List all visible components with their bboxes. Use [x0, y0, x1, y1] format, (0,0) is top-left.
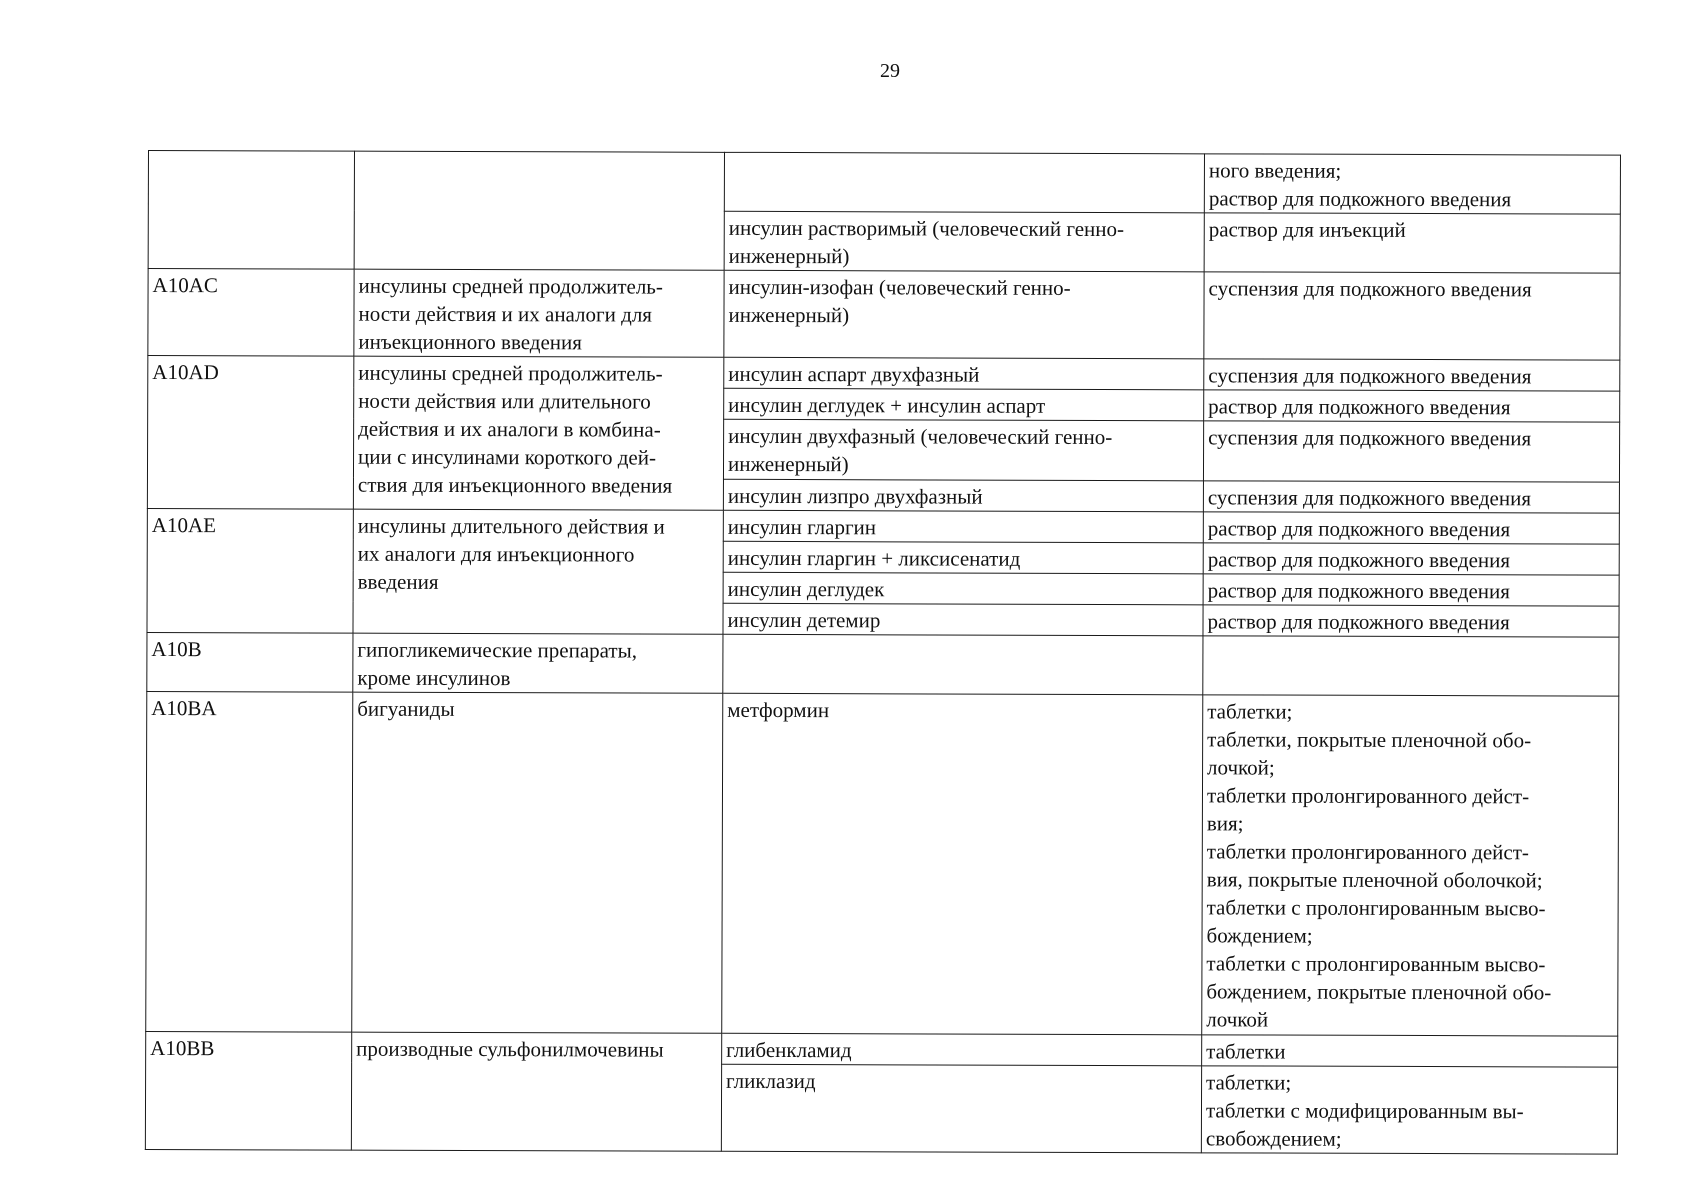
code-cell: A10AC: [148, 269, 354, 357]
form-cell: таблетки; таблетки, покрытые пленочной обо- лочкой; таблетки пролонгированного дейст- вия; таблетки пролонгированного дейст- вия, покрытые пленочной оболочкой; таблетки с пролонгированным высво- бождением; таблетки с пролонгированным высво- бождением, покрытые пленочной обо- лочкой: [1202, 695, 1619, 1036]
table-row: [146, 1031, 1618, 1067]
table-row: [148, 269, 1620, 361]
name-cell: инсулин деглудек: [723, 572, 1203, 605]
page-number: 29: [880, 60, 900, 82]
group-cell: инсулины длительного действия и их аналоги для инъекционного введения: [353, 509, 723, 634]
code-cell: A10BB: [145, 1031, 351, 1150]
name-cell: метформин: [722, 693, 1203, 1034]
group-cell: инсулины средней продолжитель- ности действия и их аналоги для инъекционного введения: [354, 269, 724, 357]
name-cell: инсулин детемир: [723, 603, 1203, 636]
form-cell: раствор для подкожного введения: [1203, 574, 1619, 606]
form-cell: суспензия для подкожного введения: [1203, 421, 1619, 481]
name-cell: инсулин гларгин: [723, 510, 1203, 543]
group-cell: [354, 151, 724, 270]
form-cell: таблетки: [1202, 1034, 1618, 1066]
group-cell: производные сульфонилмочевины: [351, 1032, 721, 1152]
code-cell: A10B: [147, 632, 353, 692]
table-row: [146, 691, 1619, 1035]
name-cell: [723, 634, 1203, 695]
name-cell: инсулин лизпро двухфазный: [723, 479, 1203, 512]
group-cell: инсулины средней продолжитель- ности действия или длительного действия и их аналоги в комбина- ции с инсулинами короткого дей- ствия для инъекционного введения: [353, 357, 723, 510]
form-cell: раствор для подкожного введения: [1204, 390, 1620, 422]
code-cell: A10AE: [147, 508, 353, 633]
code-cell: A10AD: [147, 356, 353, 509]
drug-table: [145, 150, 1621, 1155]
form-cell: раствор для подкожного введения: [1203, 605, 1619, 637]
form-cell: [1203, 636, 1619, 696]
name-cell: [724, 152, 1204, 213]
table-row: [147, 632, 1619, 696]
form-cell: раствор для подкожного введения: [1203, 511, 1619, 543]
name-cell: глибенкламид: [722, 1033, 1202, 1066]
form-cell: суспензия для подкожного введения: [1203, 480, 1619, 512]
name-cell: инсулин двухфазный (человеческий генно- инженерный): [723, 420, 1203, 481]
name-cell: инсулин деглудек + инсулин аспарт: [724, 389, 1204, 422]
name-cell: инсулин гларгин + ликсисенатид: [723, 541, 1203, 574]
code-cell: [148, 151, 354, 270]
code-cell: A10BA: [146, 691, 353, 1031]
form-cell: таблетки; таблетки с модифицированным вы- свобождением;: [1201, 1065, 1617, 1154]
table-row: [148, 356, 1620, 392]
form-cell: суспензия для подкожного введения: [1204, 359, 1620, 391]
name-cell: инсулин растворимый (человеческий генно- инженерный): [724, 211, 1204, 272]
group-cell: бигуаниды: [352, 692, 723, 1033]
form-cell: ного введения; раствор для подкожного введения: [1204, 154, 1620, 214]
form-cell: суспензия для подкожного введения: [1204, 272, 1620, 360]
name-cell: инсулин-изофан (человеческий генно- инженерный): [724, 271, 1204, 360]
table-row: [147, 508, 1619, 544]
form-cell: раствор для инъекций: [1204, 213, 1620, 273]
form-cell: раствор для подкожного введения: [1203, 543, 1619, 575]
table-row: [148, 151, 1620, 215]
name-cell: инсулин аспарт двухфазный: [724, 358, 1204, 391]
name-cell: гликлазид: [721, 1064, 1201, 1153]
group-cell: гипогликемические препараты, кроме инсулинов: [353, 633, 723, 693]
